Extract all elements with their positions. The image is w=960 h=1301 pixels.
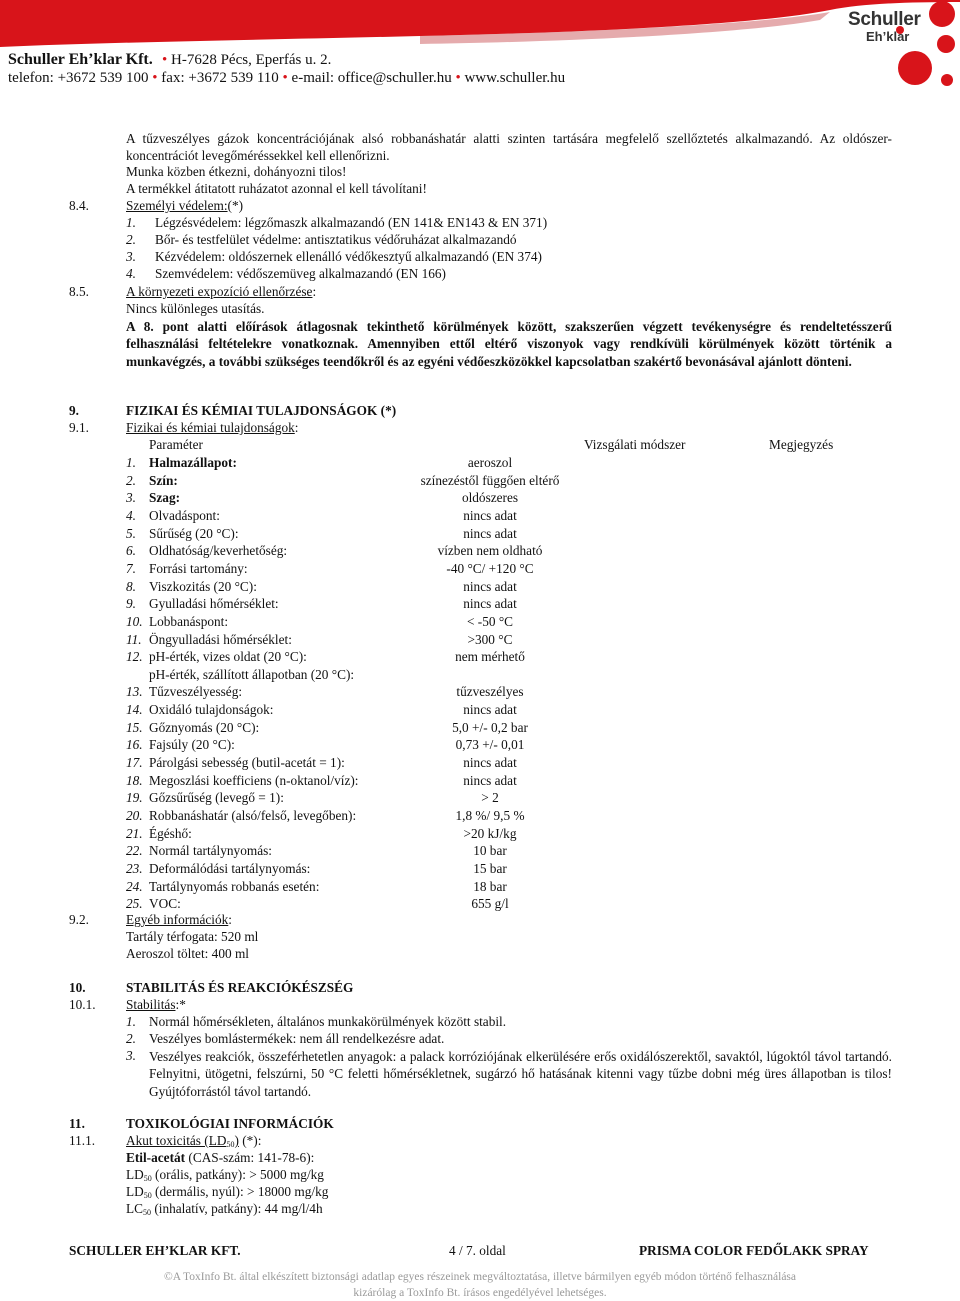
table-row-number: 11. [126, 632, 142, 647]
table-row-parameter: Öngyulladási hőmérséklet: [149, 632, 292, 647]
table-row-parameter: Normál tartálynyomás: [149, 843, 272, 858]
table-row-value: > 2 [481, 790, 499, 805]
list-number: 3. [126, 1048, 136, 1063]
chapter-number: 10. [69, 980, 86, 995]
intro-line: Munka közben étkezni, dohányozni tilos! [126, 164, 347, 179]
table-row-value: 15 bar [473, 861, 507, 876]
table-header-note: Megjegyzés [769, 437, 834, 452]
company-contact: telefon: +3672 539 100 • fax: +3672 539 110 • e-mail: office@schuller.hu • www.schuller.hu [8, 70, 566, 86]
table-row-number: 3. [126, 490, 136, 505]
table-row-number: 13. [126, 684, 143, 699]
table-row-parameter: Viszkozitás (20 °C): [149, 579, 257, 594]
table-row-value: 655 g/l [471, 896, 509, 911]
list-item: Veszélyes reakciók, összeférhetetlen anyagok: a palack korróziójának elkerülésére erős oxidálószerektől, savaktól, lúgoktól távol tartandó. Felnyitni, ütögetni, felszúrni, 50 °C feletti hőmérsékletnek, sugárzó hő hatásának kitenni vagy tűzbe dobni még üres állapotban is tilos! Gyújtóforrástól távol tartandó. [149, 1049, 892, 1099]
table-row-value: nincs adat [463, 755, 517, 770]
table-row-value: nincs adat [463, 508, 517, 523]
table-row-number: 17. [126, 755, 143, 770]
section-title: Akut toxicitás $(LD_{50})$ (*): [126, 1133, 262, 1149]
table-row-parameter: Halmazállapot: [149, 455, 237, 470]
table-row-parameter: Tartálynyomás robbanás esetén: [149, 879, 320, 894]
section-title: Fizikai és kémiai tulajdonságok: [126, 420, 299, 435]
list-number: 3. [126, 249, 136, 264]
list-item: Bőr- és testfelület védelme: antisztatikus védőruházat alkalmazandó [155, 232, 517, 247]
copyright-line: kizárólag a ToxInfo Bt. írásos engedélyével lehetséges. [353, 1287, 607, 1299]
table-row-number: 1. [126, 455, 136, 470]
table-row-parameter: Gyulladási hőmérséklet: [149, 596, 279, 611]
table-row-value: aeroszol [467, 455, 513, 470]
table-row-number: 15. [126, 720, 143, 735]
list-item: Légzésvédelem: légzőmaszk alkalmazandó (EN 141& EN143 & EN 371) [155, 215, 548, 230]
table-row-number: 19. [126, 790, 143, 805]
bold-paragraph: A 8. pont alatti előírások átlagosnak tekinthető körülmények között, szakszerűen végzett tevékenységre és rendeltetésszerű felhasználási feltételekre vonatkoznak. Amennyiben ettől eltérő viszonyok vagy rendkívüli körülmények között történik a munkavégzés, a további szükséges teendőkről és az egyéni védőeszközökkel kapcsolatban szakértő bevonásával ajánlott dönteni. [126, 319, 892, 369]
table-row-number: 14. [126, 702, 143, 717]
list-item: Veszélyes bomlástermékek: nem áll rendelkezésre adat. [149, 1031, 445, 1046]
list-item: Kézvédelem: oldószernek ellenálló védőkesztyű alkalmazandó (EN 374) [155, 249, 542, 264]
section-title: Stabilitás:* [126, 997, 186, 1012]
chapter-number: 11. [69, 1116, 85, 1131]
section-number: 8.4. [69, 198, 89, 213]
table-row-value: >300 °C [467, 632, 513, 647]
table-row-parameter: Megoszlási koefficiens (n-oktanol/víz): [149, 773, 359, 788]
body-line: Tartály térfogata: 520 ml [126, 929, 259, 944]
table-row-number: 24. [126, 879, 143, 894]
toxicity-line: $LD_{50}$ (orális, patkány): > 5000 mg/kg [126, 1167, 324, 1183]
section-number: 9.2. [69, 912, 89, 927]
table-row-parameter: Tűzveszélyesség: [149, 684, 243, 699]
table-row-parameter: Robbanáshatár (alsó/felső, levegőben): [149, 808, 357, 823]
table-row-value: 0,73 +/- 0,01 [455, 737, 525, 752]
table-row-value: vízben nem oldható [437, 543, 543, 558]
table-row-number: 8. [126, 579, 136, 594]
table-row-value: nincs adat [463, 579, 517, 594]
section-title: Egyéb információk: [126, 912, 232, 927]
table-row-parameter: pH-érték, vizes oldat (20 °C): [149, 649, 307, 664]
table-row-value: oldószeres [461, 490, 519, 505]
table-row-number: 4. [126, 508, 136, 523]
table-row-parameter: Szag: [149, 490, 181, 505]
company-name: Schuller Eh’klar Kft. [8, 51, 153, 68]
table-row-number: 25. [126, 896, 143, 911]
table-row-parameter: Oldhatóság/keverhetőség: [149, 543, 288, 558]
table-row-value: 18 bar [473, 879, 507, 894]
footer-company: SCHULLER EH’KLAR KFT. [69, 1243, 241, 1258]
chapter-number: 9. [69, 403, 79, 418]
table-row-value: nincs adat [463, 702, 517, 717]
table-row-parameter: Gőzsűrűség (levegő = 1): [149, 790, 284, 805]
table-row-parameter: Szín: [149, 473, 178, 488]
toxicity-line: $LD_{50}$ (dermális, nyúl): > 18000 mg/kg [126, 1184, 329, 1200]
list-item: Normál hőmérsékleten, általános munkakörülmények között stabil. [149, 1014, 507, 1029]
table-row-value: nincs adat [463, 526, 517, 541]
section-number: 10.1. [69, 997, 96, 1012]
table-row-parameter: Párolgási sebesség (butil-acetát = 1): [149, 755, 345, 770]
body-line: Aeroszol töltet: 400 ml [126, 946, 249, 961]
intro-line: A termékkel átitatott ruházatot azonnal el kell távolítani! [126, 181, 427, 196]
list-number: 1. [126, 215, 136, 230]
footer-product: PRISMA COLOR FEDŐLAKK SPRAY [639, 1243, 869, 1258]
table-row-value: színezéstől függően eltérő [420, 473, 560, 488]
table-row-number: 16. [126, 737, 143, 752]
table-row-value: nem mérhető [455, 649, 525, 664]
table-row-parameter: Lobbanáspont: [149, 614, 229, 629]
table-row-parameter: Gőznyomás (20 °C): [149, 720, 260, 735]
section-number: 9.1. [69, 420, 89, 435]
page-number: 4 / 7. oldal [449, 1243, 506, 1258]
table-row-number: 18. [126, 773, 143, 788]
table-row-value: nincs adat [463, 596, 517, 611]
table-row-number: 2. [126, 473, 136, 488]
table-row-parameter: Forrási tartomány: [149, 561, 248, 576]
table-row-number: 6. [126, 543, 136, 558]
table-row-value: tűzveszélyes [456, 684, 524, 699]
table-row-number: 23. [126, 861, 143, 876]
table-row-number: 21. [126, 826, 143, 841]
table-header-method: Vizsgálati módszer [584, 437, 686, 452]
table-row-parameter: Égéshő: [149, 826, 192, 841]
table-row-number: 9. [126, 596, 136, 611]
table-row-number: 10. [126, 614, 143, 629]
toxicity-line: $LC_{50}$ (inhalatív, patkány): 44 mg/l/4h [126, 1201, 323, 1217]
table-row-value: 10 bar [473, 843, 507, 858]
section-title: Személyi védelem:(*) [126, 198, 244, 213]
table-row-parameter: Olvadáspont: [149, 508, 220, 523]
table-row-value: 1,8 %/ 9,5 % [455, 808, 525, 823]
chapter-title: FIZIKAI ÉS KÉMIAI TULAJDONSÁGOK (*) [126, 403, 397, 418]
chapter-title: STABILITÁS ÉS REAKCIÓKÉSZSÉG [126, 980, 354, 995]
table-row-value: -40 °C/ +120 °C [446, 561, 534, 576]
table-row-parameter: Deformálódási tartálynyomás: [149, 861, 311, 876]
logo-text: Schuller [848, 9, 921, 30]
table-row-parameter: VOC: [149, 896, 181, 911]
table-row-parameter: Sűrűség (20 °C): [149, 526, 239, 541]
logo-subtext: Eh’klar [866, 29, 910, 44]
table-row-number: 20. [126, 808, 143, 823]
substance-line: Etil-acetát (CAS-szám: 141-78-6): [126, 1150, 315, 1165]
section-number: 11.1. [69, 1133, 96, 1148]
copyright-line: ©A ToxInfo Bt. által elkészített biztonsági adatlap egyes részeinek megváltoztatása, illetve bármilyen egyéb módon történő felhasználása [163, 1271, 797, 1283]
table-row-number: 22. [126, 843, 143, 858]
table-row-value: < -50 °C [466, 614, 514, 629]
company-address: • H-7628 Pécs, Eperfás u. 2. [162, 52, 332, 68]
table-row-value: 5,0 +/- 0,2 bar [452, 720, 528, 735]
table-row-parameter: pH-érték, szállított állapotban (20 °C): [149, 667, 355, 682]
list-number: 4. [126, 266, 136, 281]
body-line: Nincs különleges utasítás. [126, 301, 265, 316]
table-row-number: 7. [126, 561, 136, 576]
table-row-value: >20 kJ/kg [463, 826, 517, 841]
section-title: A környezeti expozíció ellenőrzése: [126, 284, 317, 299]
list-item: Szemvédelem: védőszemüveg alkalmazandó (EN 166) [155, 266, 446, 281]
list-number: 1. [126, 1014, 136, 1029]
list-number: 2. [126, 232, 136, 247]
table-header-param: Paraméter [149, 437, 203, 452]
table-row-value: nincs adat [463, 773, 517, 788]
chapter-title: TOXIKOLÓGIAI INFORMÁCIÓK [126, 1116, 334, 1131]
table-row-number: 12. [126, 649, 143, 664]
list-number: 2. [126, 1031, 136, 1046]
section-number: 8.5. [69, 284, 89, 299]
table-row-number: 5. [126, 526, 136, 541]
table-row-parameter: Oxidáló tulajdonságok: [149, 702, 274, 717]
table-row-parameter: Fajsúly (20 °C): [149, 737, 235, 752]
intro-paragraph: A tűzveszélyes gázok koncentrációjának alsó robbanáshatár alatti szinten tartására megfelelő szellőztetés alkalmazandó. Az oldószer-koncentrációt levegőméréssekkel kell ellenőrizni. [126, 131, 892, 164]
